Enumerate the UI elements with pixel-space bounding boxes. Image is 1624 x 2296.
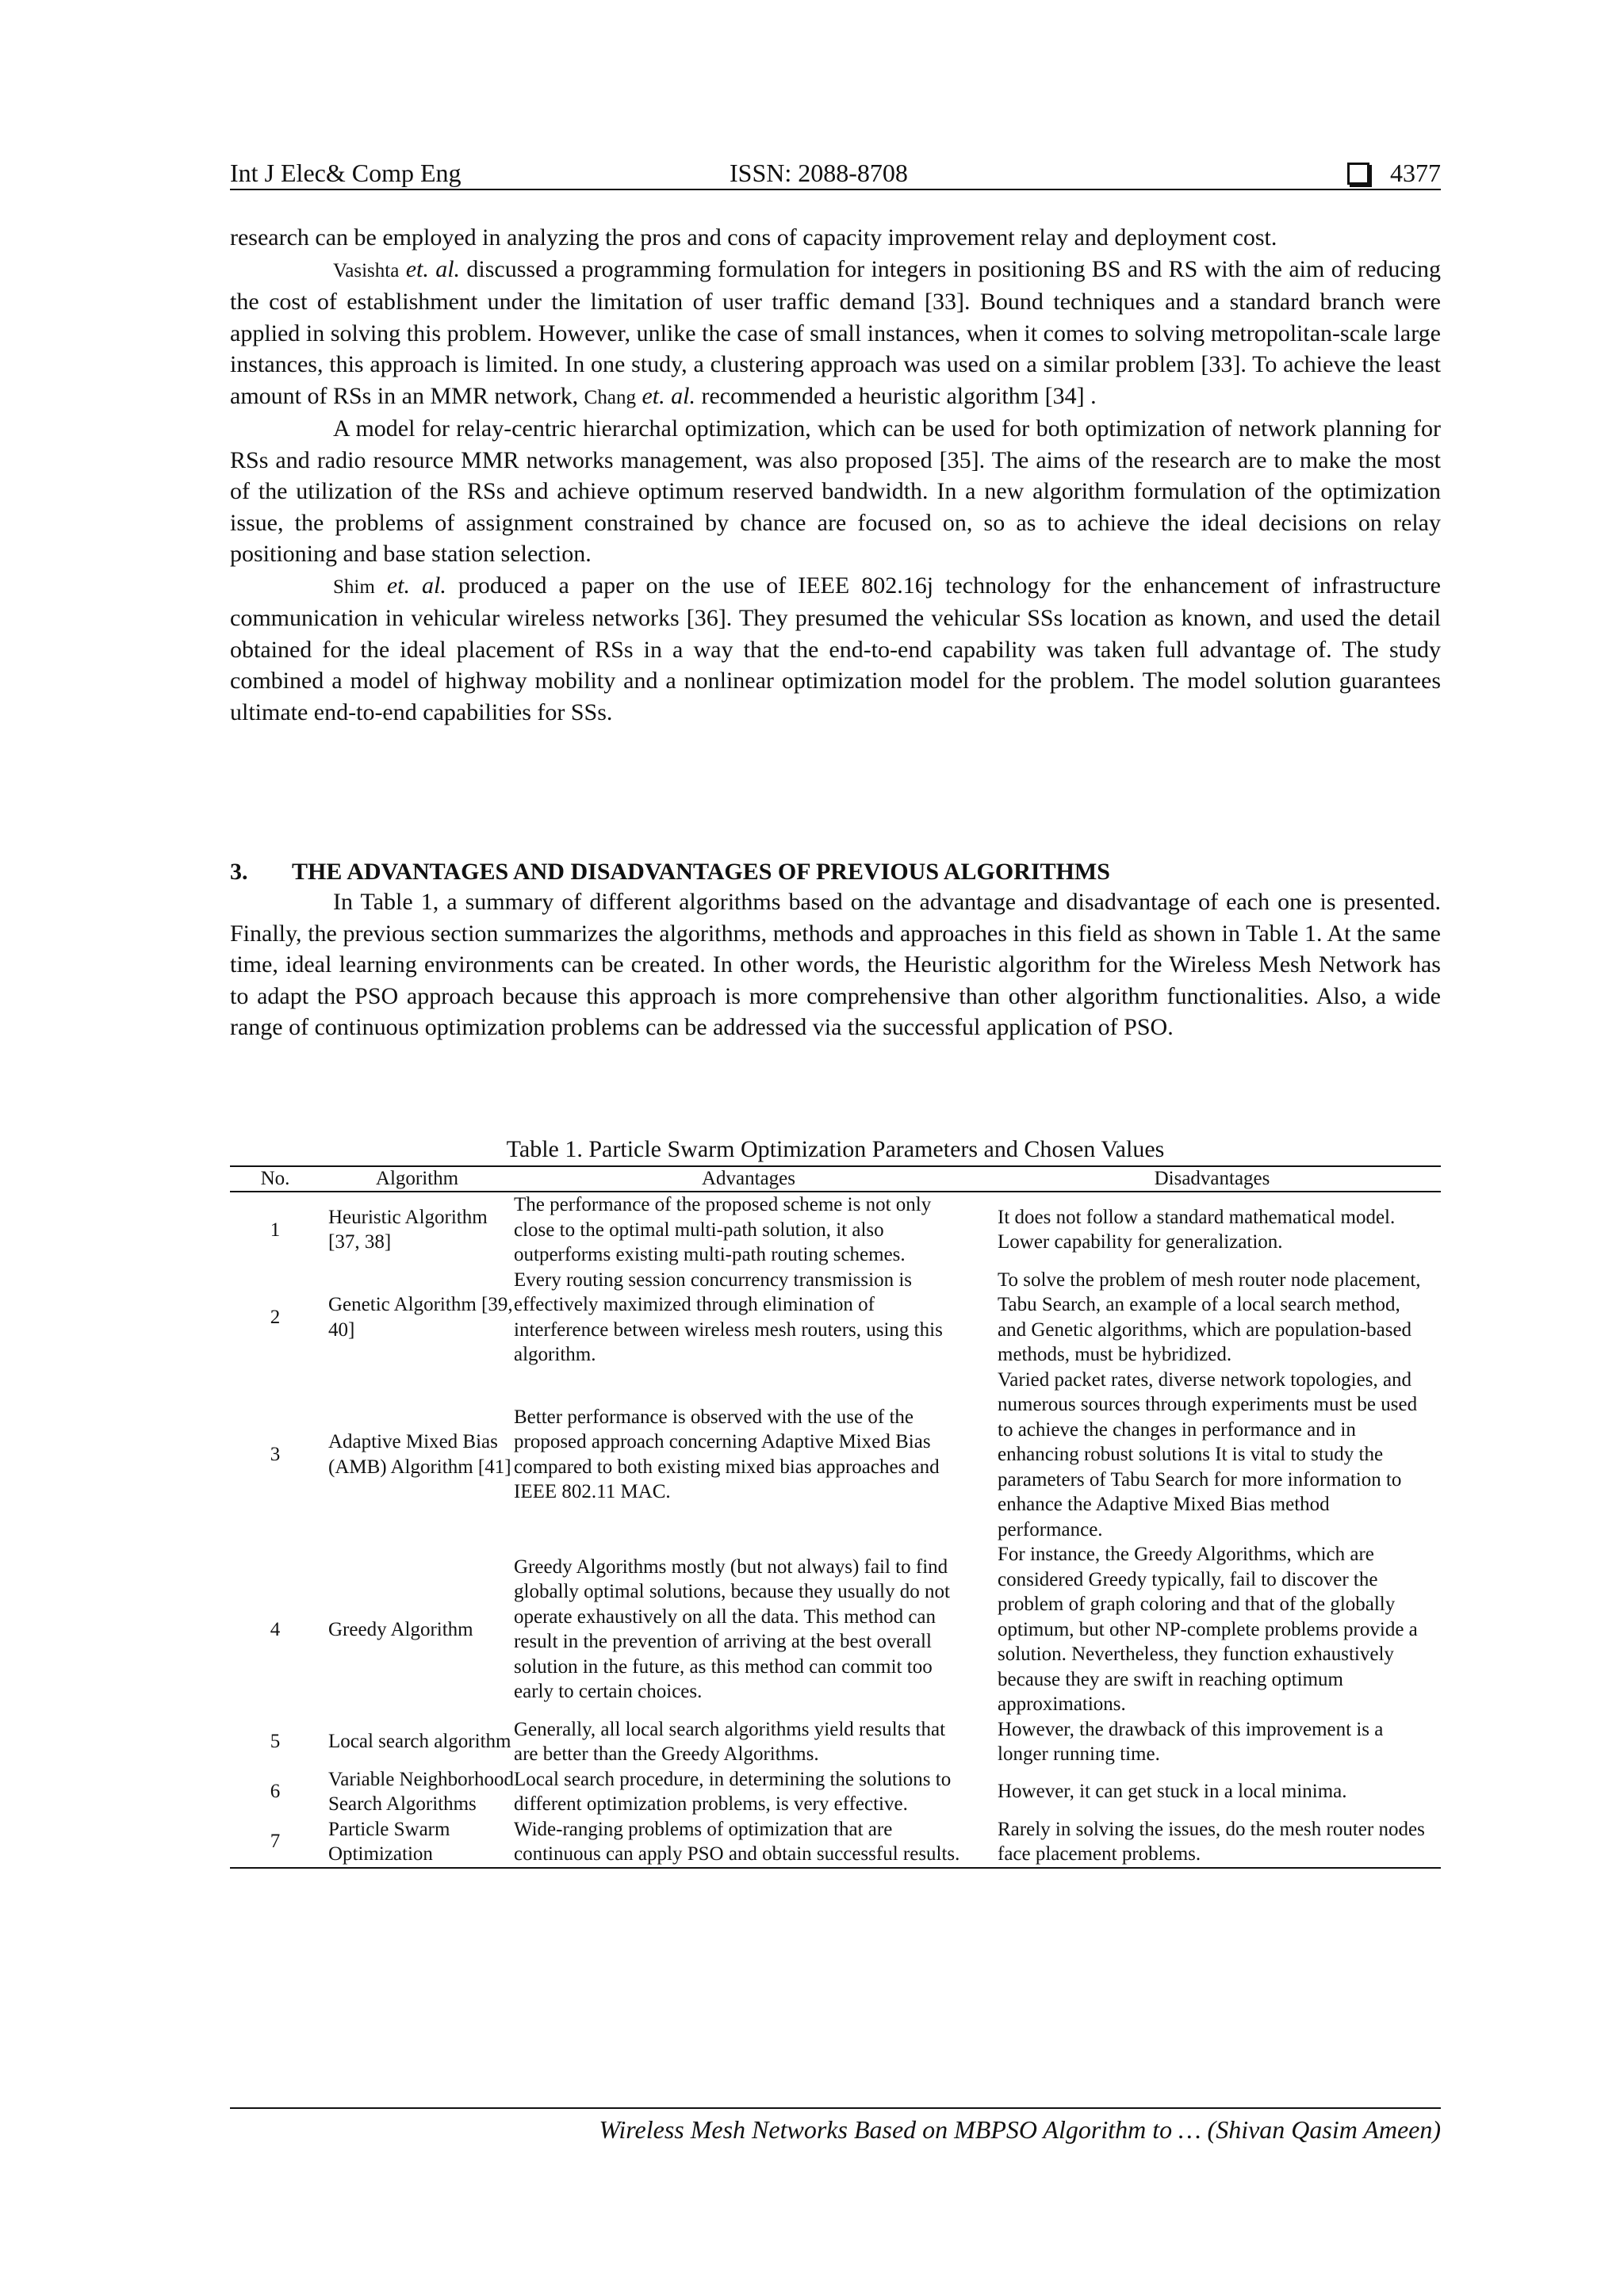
cell-disadvantages: To solve the problem of mesh router node placement, Tabu Search, an example of a local search method, and Genetic algorithms, which are population-based methods, must be hybridized. <box>998 1269 1421 1365</box>
cell-advantages: The performance of the proposed scheme is not only close to the optimal multi-path solution, it also outperforms existing multi-path routing schemes. <box>514 1194 932 1265</box>
cell-no: 1 <box>270 1219 281 1241</box>
intro-paragraphs <box>230 222 1441 728</box>
table-row <box>230 1767 1441 1817</box>
cell-advantages: Better performance is observed with the use of the proposed approach concerning Adaptive Mixed Bias compared to both existing mixed bias approaches and IEEE 802.11 MAC. <box>514 1406 940 1503</box>
cell-algorithm: Variable Neighborhood Search Algorithms <box>328 1768 514 1815</box>
paragraph-3 <box>230 570 1441 729</box>
cell-algorithm: Greedy Algorithm <box>328 1618 473 1640</box>
cell-disadvantages: It does not follow a standard mathematical model. Lower capability for generalization. <box>998 1206 1396 1253</box>
issn: ISSN: 2088-8708 <box>730 159 908 187</box>
table-row <box>230 1192 1441 1268</box>
section-heading <box>230 856 1110 888</box>
column-header-disadvantages: Disadvantages <box>983 1166 1441 1192</box>
section-number: 3. <box>230 859 248 885</box>
cell-disadvantages: Rarely in solving the issues, do the mesh router nodes face placement problems. <box>983 1817 1441 1868</box>
cell-algorithm: Adaptive Mixed Bias (AMB) Algorithm [41] <box>328 1431 511 1478</box>
paragraph-3-text: produced a paper on the use of IEEE 802.16j technology for the enhancement of infrastructure communication in vehicular wireless networks [36]. They presumed the vehicular SSs location as known, and used the detail obtained for the ideal placement of RSs in a way that the end-to-end capability was taken full advantage of. The study combined a model of highway mobility and a nonlinear optimization model for the problem. The model solution guarantees ultimate end-to-end capabilities for SSs. <box>230 572 1441 725</box>
column-header-no: No. <box>230 1166 320 1192</box>
footer-divider <box>230 2107 1441 2109</box>
cell-no: 2 <box>270 1306 281 1328</box>
cell-disadvantages: Varied packet rates, diverse network topologies, and numerous sources through experiments must be used to achieve the changes in performance and in enhancing robust solutions It is vital to study the parameters of Tabu Search for more information to enhance the Adaptive Mixed Bias method performance. <box>998 1368 1418 1540</box>
et-al: et. al. <box>642 382 695 409</box>
et-al: et. al. <box>386 572 446 599</box>
cell-no: 6 <box>270 1781 281 1803</box>
paragraph-1-text-end: recommended a heuristic algorithm [34] . <box>695 382 1097 409</box>
header-divider <box>230 189 1441 190</box>
table-row <box>230 1268 1441 1368</box>
journal-name: Int J Elec& Comp Eng <box>230 159 462 187</box>
comparison-table <box>230 1165 1441 1869</box>
cell-disadvantages: For instance, the Greedy Algorithms, which are considered Greedy typically, fail to discover the problem of graph coloring and that of the globally optimum, but other NP-complete problems provide a solution. Nevertheless, they function exhaustively because they are swift in reaching optimum approximations. <box>998 1544 1418 1715</box>
section-title-text: THE ADVANTAGES AND DISADVANTAGES OF PREVIOUS ALGORITHMS <box>292 859 1110 885</box>
square-bullet-icon <box>1347 163 1369 185</box>
section-paragraph: In Table 1, a summary of different algorithms based on the advantage and disadvantage of each one is presented. Finally, the previous section summarizes the algorithms, methods and approaches in this field as shown in Table 1. At the same time, ideal learning environments can be created. In other words, the Heuristic algorithm for the Wireless Mesh Network has to adapt the PSO approach because this approach is more comprehensive than other algorithm functionalities. Also, a wide range of continuous optimization problems can be addressed via the successful application of PSO. <box>230 889 1441 1040</box>
table-caption: Table 1. Particle Swarm Optimization Parameters and Chosen Values <box>506 1136 1165 1162</box>
page-number: 4377 <box>1390 159 1441 187</box>
page-header <box>230 155 1441 190</box>
cell-advantages: Greedy Algorithms mostly (but not always) fail to find globally optimal solutions, because they usually do not operate exhaustively on all the data. This method can result in the prevention of arriving at the best overall solution in the future, as this method can commit too early to certain choices. <box>514 1556 950 1703</box>
table-header-row <box>230 1166 1441 1192</box>
cell-algorithm: Genetic Algorithm [39, 40] <box>328 1294 513 1341</box>
cell-advantages: Local search procedure, in determining the solutions to different optimization problems, is very effective. <box>514 1768 952 1815</box>
paragraph-1-text: discussed a programming formulation for integers in positioning BS and RS with the aim of reducing the cost of establishment under the limitation of user traffic demand [33]. Bound techniques and a standard branch were applied in solving this problem. However, unlike the case of small instances, when it comes to solving metropolitan-scale large instances, this approach is limited. In one study, a clustering approach was used on a similar problem [33]. To achieve the least amount of RSs in an MMR network, <box>230 255 1441 409</box>
paragraph-0: research can be employed in analyzing the pros and cons of capacity improvement relay and deployment cost. <box>230 224 1277 251</box>
table-row <box>230 1542 1441 1717</box>
cell-no: 7 <box>230 1817 320 1868</box>
column-header-advantages: Advantages <box>514 1166 983 1192</box>
cell-no: 3 <box>270 1444 281 1465</box>
column-header-algorithm: Algorithm <box>320 1166 514 1192</box>
author-name: Shim <box>333 576 375 598</box>
cell-algorithm: Particle Swarm Optimization <box>320 1817 514 1868</box>
cell-advantages: Wide-ranging problems of optimization that are continuous can apply PSO and obtain successful results. <box>514 1817 983 1868</box>
cell-disadvantages: However, the drawback of this improvement is a longer running time. <box>998 1718 1384 1765</box>
section-body <box>230 886 1441 1043</box>
cell-advantages: Generally, all local search algorithms yield results that are better than the Greedy Algorithms. <box>514 1718 946 1765</box>
cell-disadvantages: However, it can get stuck in a local minima. <box>998 1781 1347 1803</box>
author-name: Vasishta <box>333 259 400 281</box>
paragraph-1 <box>230 254 1441 414</box>
cell-algorithm: Local search algorithm <box>328 1731 511 1753</box>
table-row <box>230 1817 1441 1868</box>
paragraph-2: A model for relay-centric hierarchal optimization, which can be used for both optimization of network planning for RSs and radio resource MMR networks management, was also proposed [35]. The aims of the research are to make the most of the utilization of the RSs and achieve optimum reserved bandwidth. In a new algorithm formulation of the optimization issue, the problems of assignment constrained by chance are focused on, so as to achieve the ideal decisions on relay positioning and base station selection. <box>230 415 1441 567</box>
page-footer: Wireless Mesh Networks Based on MBPSO Algorithm to … (Shivan Qasim Ameen) <box>599 2115 1441 2144</box>
cell-advantages: Every routing session concurrency transmission is effectively maximized through elimination of interference between wireless mesh routers, using this algorithm. <box>514 1269 943 1365</box>
cell-algorithm: Heuristic Algorithm [37, 38] <box>328 1206 488 1253</box>
cell-no: 4 <box>270 1618 281 1640</box>
table-row <box>230 1717 1441 1767</box>
table-row <box>230 1368 1441 1543</box>
author-name: Chang <box>584 386 636 408</box>
et-al: et. al. <box>405 255 461 282</box>
cell-no: 5 <box>270 1731 281 1753</box>
